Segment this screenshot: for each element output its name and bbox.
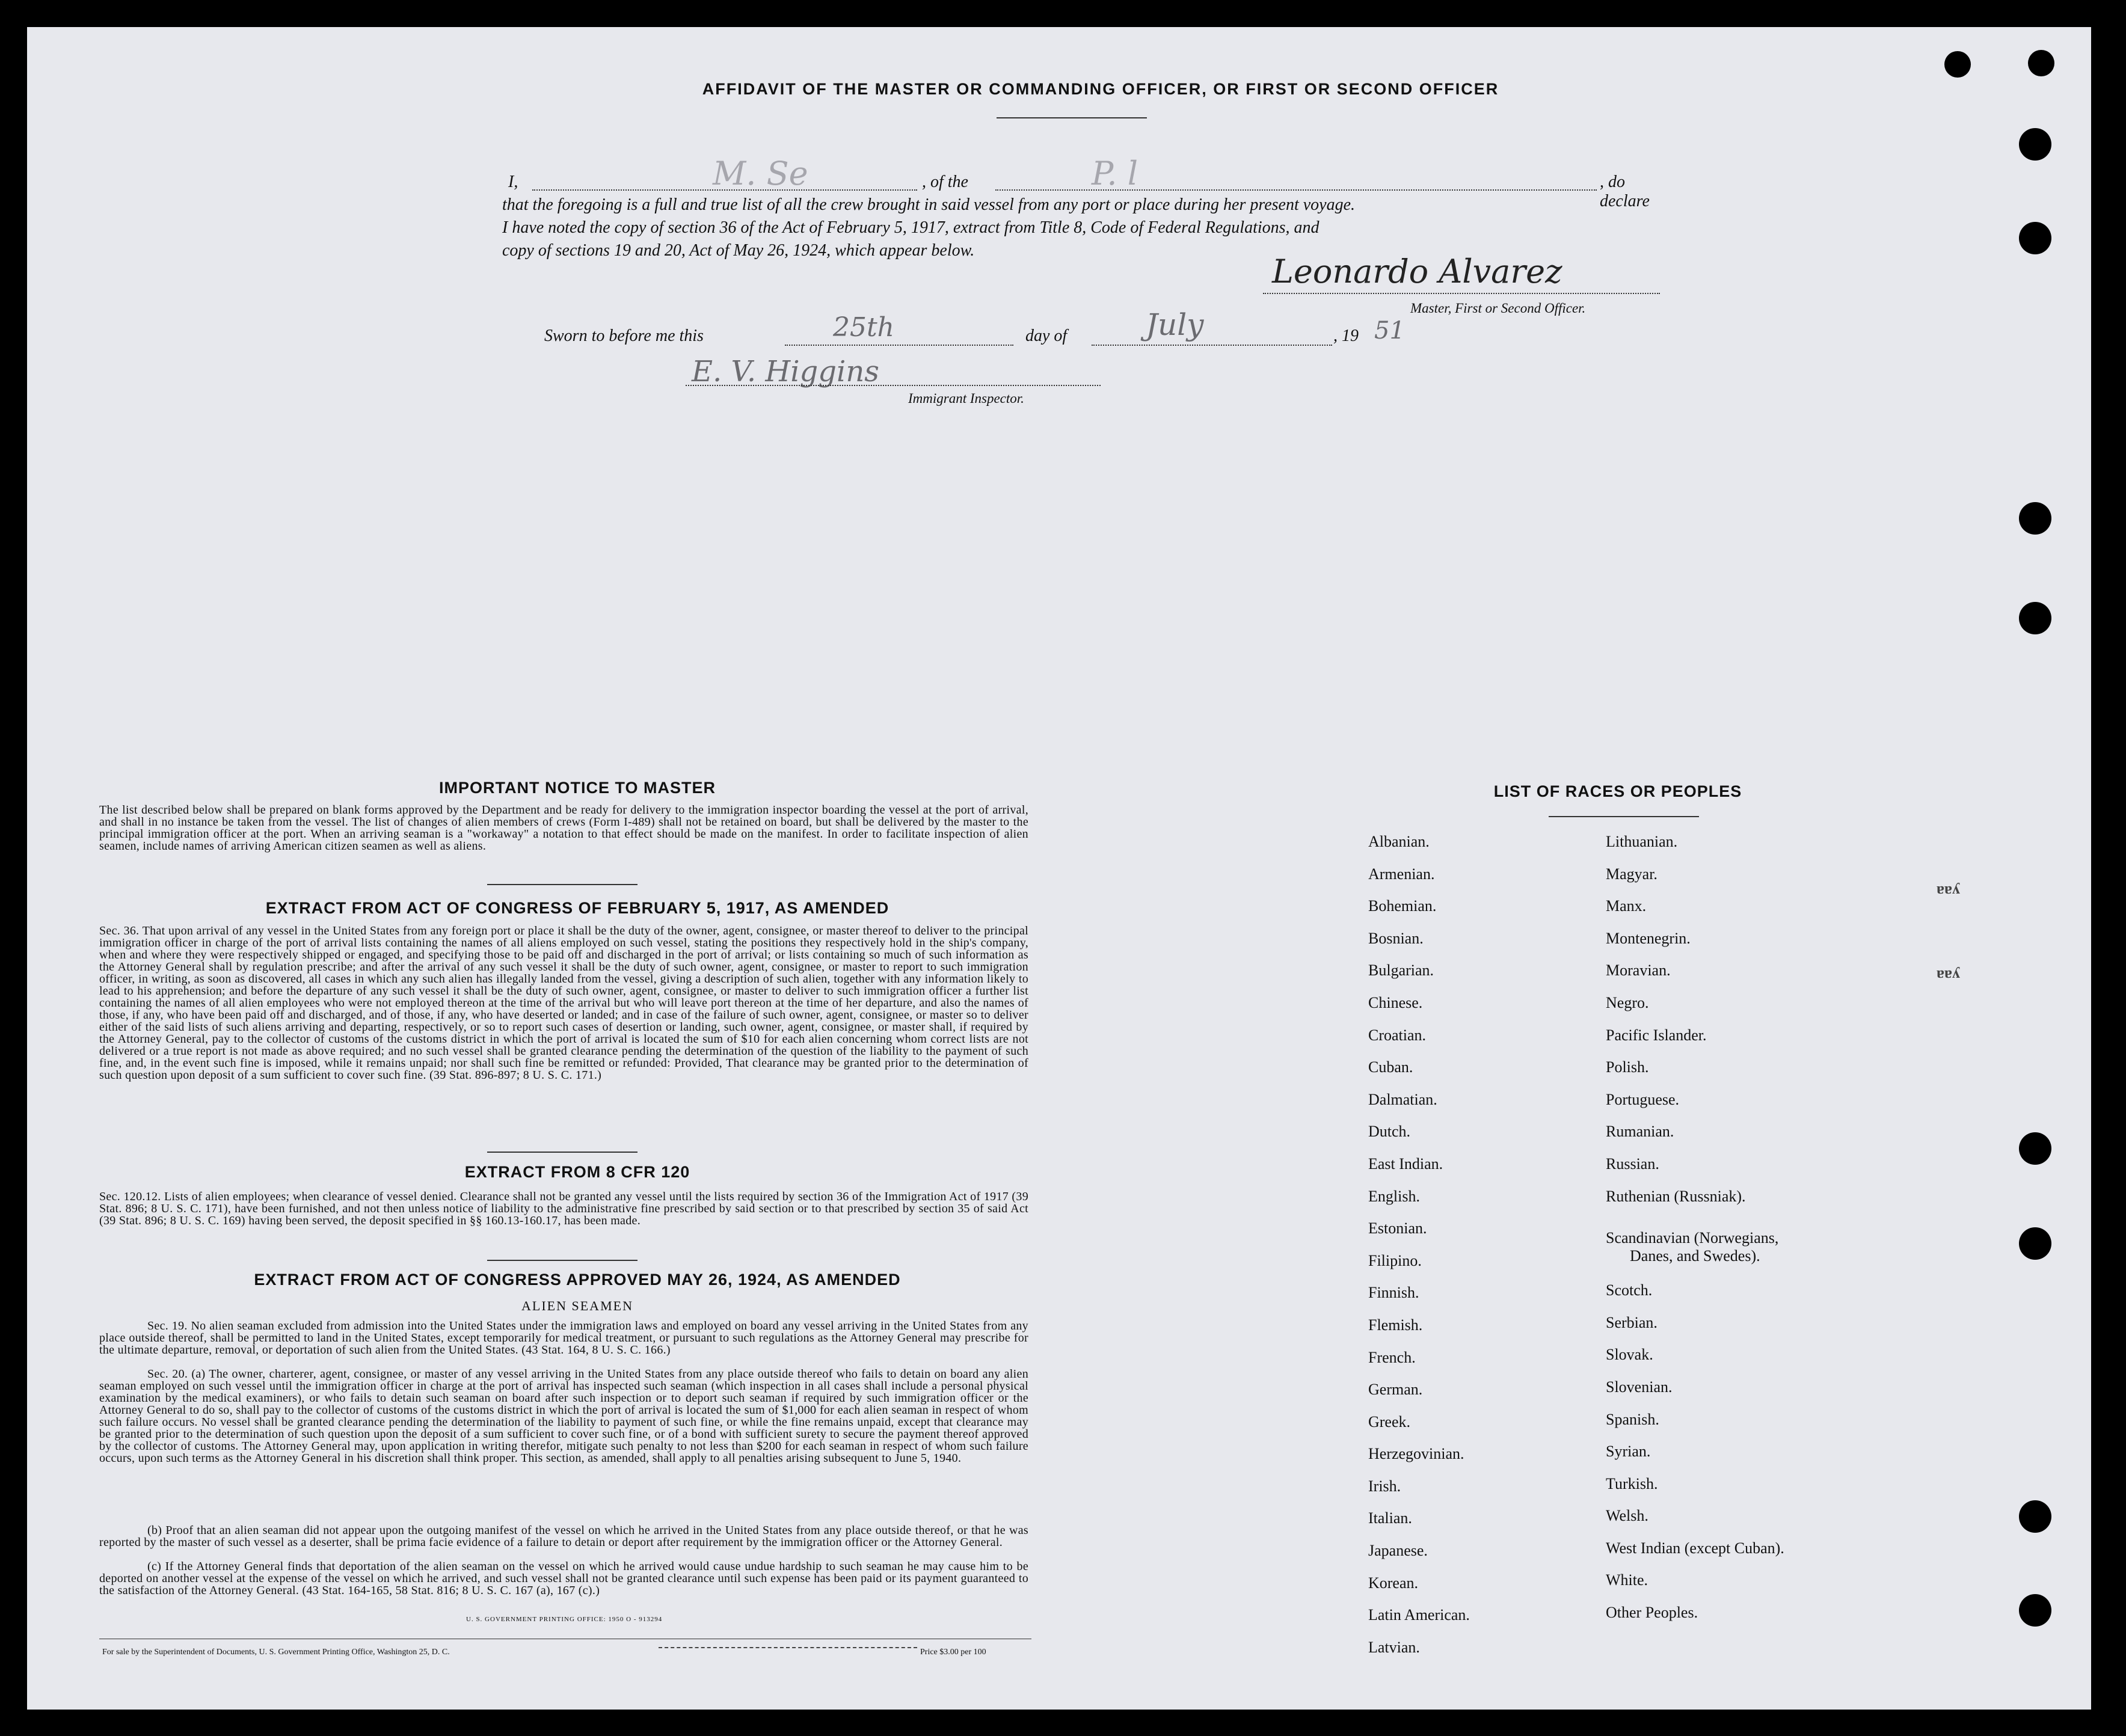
race-item: Polish. xyxy=(1606,1058,1649,1076)
race-item: Slovak. xyxy=(1606,1346,1653,1364)
day-of-label: day of xyxy=(1025,327,1068,345)
race-item: Bosnian. xyxy=(1368,929,1424,947)
race-item: Serbian. xyxy=(1606,1313,1657,1331)
sec-19-body: Sec. 19. No alien seaman excluded from admission into the United States under the immigration laws and employed on board any vessel arriving in the United States from any place outside thereof, shall be permitted to land in the United States, except temporarily for medical treatment, or pursuant to such regulations as the Attorney General may prescribe for the ultimate departure, removal, or deportation of such alien from the United States. (43 Stat. 164, 8 U. S. C. 166.) xyxy=(99,1319,1028,1357)
alien-seamen-subtitle: ALIEN SEAMEN xyxy=(521,1298,633,1313)
race-item: West Indian (except Cuban). xyxy=(1606,1539,1784,1557)
race-item: Manx. xyxy=(1606,897,1647,915)
extract-cfr-title: EXTRACT FROM 8 CFR 120 xyxy=(464,1163,690,1181)
binder-hole xyxy=(2019,1132,2051,1165)
footer-right: Price $3.00 per 100 xyxy=(920,1648,986,1657)
race-item: Syrian. xyxy=(1606,1443,1651,1461)
race-item: White. xyxy=(1606,1571,1648,1589)
race-item: Moravian. xyxy=(1606,962,1671,980)
of-the-label: , of the xyxy=(922,173,968,191)
affidavit-line-2: that the foregoing is a full and true list of all the crew brought in said vessel from any port or place during her present voyage. xyxy=(502,195,1356,214)
scandinavian-line-1: Scandinavian (Norwegians, xyxy=(1606,1229,1779,1247)
master-caption: Master, First or Second Officer. xyxy=(1410,301,1586,316)
race-item: Japanese. xyxy=(1368,1542,1428,1560)
race-item: Bulgarian. xyxy=(1368,962,1434,980)
race-item: Magyar. xyxy=(1606,865,1657,883)
race-item: Negro. xyxy=(1606,993,1649,1011)
extract-1917-body: Sec. 36. That upon arrival of any vessel in the United States from any foreign port or place it shall be the duty of the owner, agent, consignee, or master thereof to deliver to the principal immigration officer in charge of the port of arrival lists containing the names of all aliens employed on such vessel, stating the positions they respectively hold in the ship's company, when and where they were respectively shipped or engaged, and specifying those to be paid off and discharged in the port of arrival; or lists containing so much of such information as the Attorney General shall by regulation prescribe; and after the arrival of any such vessel it shall be the duty of such owner, agent, consignee, or master to report to such immigration officer, in writing, as soon as discovered, all cases in which any such alien has illegally landed from the vessel, giving a description of such alien, together with any information likely to lead to his apprehension; and before the departure of any such vessel it shall be the duty of such owner, agent, consignee, or master to deliver to such immigration officer a further list containing the names of all alien employees who were not employed thereon at the time of the arrival but who will leave port thereon at the time of her departure, and also the names of those, if any, who have been paid off and discharged, and of those, if any, who have deserted or landed; and in case of the failure of such owner, agent, consignee, or master so to deliver either of the said lists of such aliens arriving and departing, respectively, or so to report such cases of desertion or landing, such owner, agent, consignee, or master shall, if required by the Attorney General, pay to the collector of customs of the customs district in which the port of arrival is located the sum of $10 for each alien concerning whom correct lists are not delivered or a true report is not made as above required; and no such vessel shall be granted clearance pending the determination of the question of the liability to the payment of such fine, and, in the event such fine is imposed, while it remains unpaid; nor shall such fine be remitted or refunded: Provided, That clearance may be granted prior to the determination of such question upon deposit of a sum sufficient to cover such fine. (39 Stat. 896-897; 8 U. S. C. 171.) xyxy=(99,924,1028,1082)
inspector-signature-line xyxy=(686,384,1101,386)
year-handwriting: 51 xyxy=(1374,317,1405,345)
binder-hole xyxy=(2019,222,2051,254)
year-prefix: , 19 xyxy=(1333,327,1359,345)
form-page xyxy=(27,27,2091,1710)
affidavit-title-rule xyxy=(997,117,1147,118)
race-item: Russian. xyxy=(1606,1155,1659,1173)
race-item: Greek. xyxy=(1368,1412,1411,1431)
race-item-scandinavian xyxy=(1606,1219,1784,1281)
master-signature-line xyxy=(1263,292,1660,294)
race-item: Cuban. xyxy=(1368,1058,1413,1076)
race-item: Montenegrin. xyxy=(1606,929,1691,947)
races-title: LIST OF RACES OR PEOPLES xyxy=(1493,782,1742,800)
master-signature: Leonardo Alvarez xyxy=(1272,253,1562,290)
race-item: Turkish. xyxy=(1606,1474,1658,1492)
binder-hole xyxy=(2019,602,2051,634)
race-item: Latvian. xyxy=(1368,1638,1420,1656)
i-label: I, xyxy=(508,173,518,191)
race-item: German. xyxy=(1368,1381,1423,1399)
binder-hole xyxy=(2019,502,2051,535)
race-item: Other Peoples. xyxy=(1606,1604,1698,1622)
race-item: Irish. xyxy=(1368,1477,1401,1495)
do-declare-label: , do declare xyxy=(1600,173,1650,210)
race-item: Herzegovinian. xyxy=(1368,1445,1464,1463)
binder-hole xyxy=(2028,50,2054,76)
master-name-handwriting: M. Se xyxy=(713,155,808,192)
sworn-line xyxy=(544,307,1422,346)
races-column-2 xyxy=(1606,833,1784,1636)
extract-cfr-rule xyxy=(487,1260,637,1261)
sworn-label: Sworn to before me this xyxy=(544,327,704,345)
race-item: Croatian. xyxy=(1368,1026,1427,1044)
race-item: Rumanian. xyxy=(1606,1123,1674,1141)
affidavit-line-3: I have noted the copy of section 36 of the Act of February 5, 1917, extract from Title 8, Code of Federal Regulations, and xyxy=(502,218,1320,237)
races-rule xyxy=(1549,816,1699,817)
race-item: Estonian. xyxy=(1368,1219,1427,1238)
race-item: Ruthenian (Russniak). xyxy=(1606,1187,1746,1205)
sec-20a-body: Sec. 20. (a) The owner, charterer, agent, consignee, or master of any vessel arriving in the United States from any place outside thereof who fails to detain on board any alien seaman employed on such vessel until the immigration officer in charge at the port of arrival has inspected such seaman (which inspection in all cases shall include a personal physical examination by the medical examiners), or who fails to detain such seaman on board after such inspection or to deport such seaman if required by such immigration officer or the Attorney General to do so, shall pay to the collector of customs of the customs district in which the port of arrival is located the sum of $1,000 for each alien seaman in respect of whom such failure occurs. No vessel shall be granted clearance pending the determination of the liability to payment of such fine, or while the fine remains unpaid, except that clearance may be granted prior to the determination of such question upon the deposit of a sum sufficient to cover such fine, or of a bond with sufficient surety to secure the payment thereof approved by the collector of customs. The Attorney General may, upon application in writing therefor, mitigate such penalty to not less than $200 for each seaman in respect of whom such failure occurs, upon such terms as the Attorney General in his discretion shall think proper. This section, as amended, shall apply to all penalties arising subsequent to June 5, 1940. xyxy=(99,1367,1028,1465)
inspector-caption: Immigrant Inspector. xyxy=(908,391,1024,406)
extract-1917-title: EXTRACT FROM ACT OF CONGRESS OF FEBRUARY 5, 1917, AS AMENDED xyxy=(265,899,889,917)
race-item: Slovenian. xyxy=(1606,1378,1673,1396)
sec-20b-body: (b) Proof that an alien seaman did not appear upon the outgoing manifest of the vessel on which he arrived in the United States from any place outside thereof, or that he was reported by the master of such vessel as a deserter, shall be prima facie evidence of a failure to detain or deport after requirement by the immigration officer or the Attorney General. xyxy=(99,1524,1028,1549)
binder-hole xyxy=(2019,1500,2051,1533)
race-item: Flemish. xyxy=(1368,1316,1423,1334)
affidavit-line-4: copy of sections 19 and 20, Act of May 26, 1924, which appear below. xyxy=(502,241,975,260)
notice-rule xyxy=(487,884,637,885)
race-item: Dalmatian. xyxy=(1368,1090,1437,1108)
binder-hole xyxy=(1944,51,1971,78)
race-item: Italian. xyxy=(1368,1509,1412,1527)
margin-mark-1: ɐɐʎ xyxy=(1937,880,1960,897)
extract-1924-title: EXTRACT FROM ACT OF CONGRESS APPROVED MAY 26, 1924, AS AMENDED xyxy=(254,1271,901,1289)
day-field xyxy=(785,312,1013,346)
footer-dashes xyxy=(659,1647,917,1648)
vessel-name-handwriting: P. l xyxy=(1092,155,1138,192)
binder-hole xyxy=(2019,128,2051,161)
inspector-signature: E. V. Higgins xyxy=(692,355,879,388)
race-item: Latin American. xyxy=(1368,1606,1470,1624)
binder-hole xyxy=(2019,1594,2051,1627)
extract-cfr-body: Sec. 120.12. Lists of alien employees; when clearance of vessel denied. Clearance shall not be granted any vessel until the lists required by section 36 of the Immigration Act of 1917 (39 Stat. 896; 8 U. S. C. 171), have been furnished, and not then unless notice of liability to the administrative fine prescribed by said section or to that prescribed by section 35 of said Act (39 Stat. 896; 8 U. S. C. 169) having been served, the deposit specified in §§ 160.13-160.17, has been made. xyxy=(99,1190,1028,1227)
sec-20c-body: (c) If the Attorney General finds that deportation of the alien seaman on the vessel on which he arrived would cause undue hardship to such seaman he may cause him to be deported on another vessel at the expense of the vessel on which he arrived, and such vessel shall not be granted clearance until such expense has been paid or its payment guaranteed to the satisfaction of the Attorney General. (43 Stat. 164-165, 58 Stat. 816; 8 U. S. C. 167 (a), 167 (c).) xyxy=(99,1560,1028,1597)
race-item: Chinese. xyxy=(1368,993,1423,1011)
race-item: Portuguese. xyxy=(1606,1090,1680,1108)
race-item: Lithuanian. xyxy=(1606,833,1678,850)
master-name-field xyxy=(532,155,917,192)
race-item: Armenian. xyxy=(1368,865,1435,883)
race-item: Welsh. xyxy=(1606,1507,1648,1525)
binder-hole xyxy=(2019,1227,2051,1260)
race-item: Spanish. xyxy=(1606,1410,1659,1428)
race-item: Albanian. xyxy=(1368,833,1430,850)
race-item: English. xyxy=(1368,1187,1420,1205)
race-item: Korean. xyxy=(1368,1574,1419,1592)
race-item: Bohemian. xyxy=(1368,897,1437,915)
race-item: Dutch. xyxy=(1368,1123,1411,1141)
race-item: East Indian. xyxy=(1368,1155,1443,1173)
notice-title: IMPORTANT NOTICE TO MASTER xyxy=(439,779,716,797)
notice-body: The list described below shall be prepared on blank forms approved by the Department and be ready for delivery to the immigration inspector boarding the vessel at the port of arrival, and shall in no instance be taken from the vessel. The list of changes of alien members of crews (Form I-489) shall not be retained on board, but shall be delivered by the master to the principal immigration officer at the port. When an arriving seaman is a "workaway" a notation to that effect should be made on the manifest. In order to facilitate inspection of alien seamen, include names of arriving American citizen seamen as well as aliens. xyxy=(99,803,1028,853)
race-item: Filipino. xyxy=(1368,1251,1422,1269)
affidavit-title: AFFIDAVIT OF THE MASTER OR COMMANDING OFFICER, OR FIRST OR SECOND OFFICER xyxy=(702,80,1499,98)
race-item: Pacific Islander. xyxy=(1606,1026,1707,1044)
race-item: Scotch. xyxy=(1606,1281,1653,1299)
month-field xyxy=(1092,307,1332,346)
scandinavian-line-2: Danes, and Swedes). xyxy=(1630,1247,1760,1265)
margin-mark-2: ɐɐʎ xyxy=(1937,964,1960,981)
footer-left: For sale by the Superintendent of Documents, U. S. Government Printing Office, Washington 25, D. C. xyxy=(102,1648,450,1657)
races-column-1 xyxy=(1368,833,1470,1670)
printing-office-note: U. S. GOVERNMENT PRINTING OFFICE: 1950 O - 913294 xyxy=(466,1616,663,1623)
day-handwriting: 25th xyxy=(833,312,895,343)
vessel-name-field xyxy=(995,155,1597,192)
month-handwriting: July xyxy=(1146,307,1204,342)
race-item: French. xyxy=(1368,1348,1416,1366)
race-item: Finnish. xyxy=(1368,1284,1419,1302)
extract-1917-rule xyxy=(487,1152,637,1153)
